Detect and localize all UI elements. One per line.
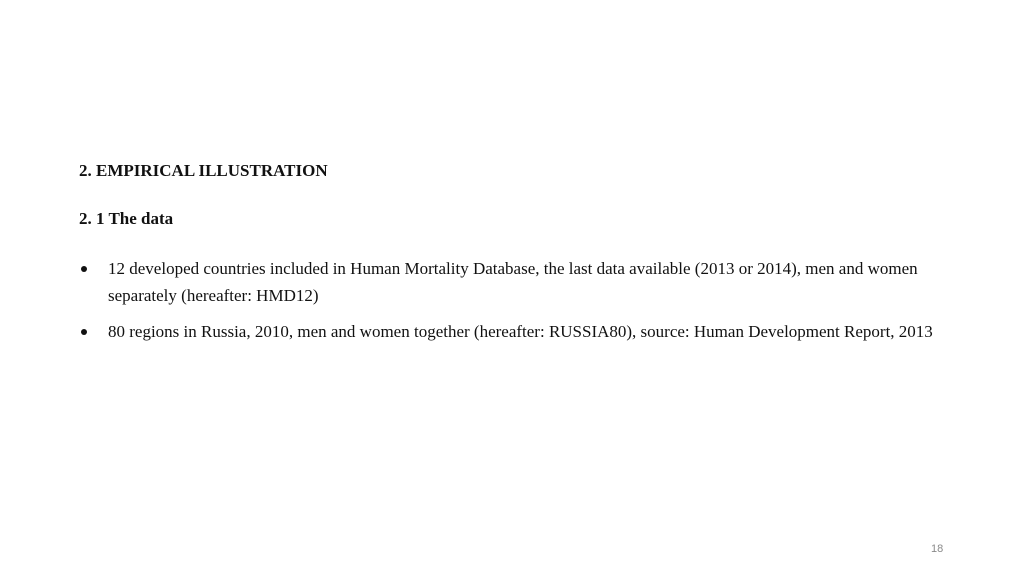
bullet-icon <box>81 329 87 335</box>
list-item <box>79 318 949 345</box>
page-number: 18 <box>931 543 944 555</box>
bullet-list <box>79 255 949 354</box>
bullet-icon <box>81 266 87 272</box>
bullet-text: 80 regions in Russia, 2010, men and women together (hereafter: RUSSIA80), source: Human Development Report, 2013 <box>108 322 933 341</box>
subsection-heading: 2. 1 The data <box>79 209 174 228</box>
bullet-text: 12 developed countries included in Human Mortality Database, the last data available (2013 or 2014), men and women separately (hereafter: HMD12) <box>108 259 918 305</box>
list-item <box>79 255 949 309</box>
section-heading: 2. EMPIRICAL ILLUSTRATION <box>79 161 328 180</box>
